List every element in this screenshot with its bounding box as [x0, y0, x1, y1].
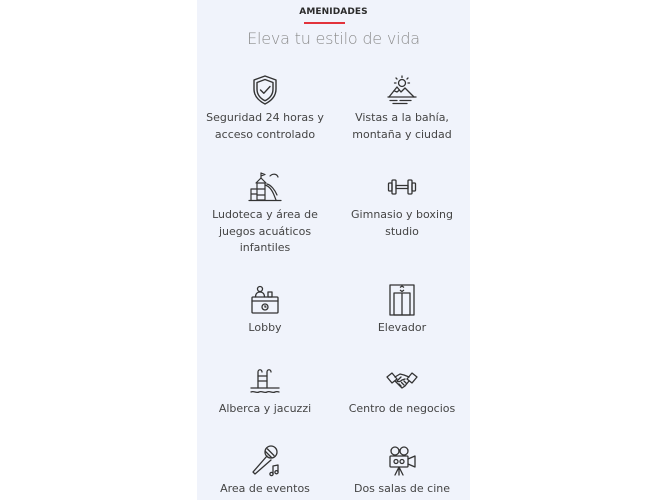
amenity-label: Dos salas de cine — [353, 482, 450, 495]
amenity-label: Centro de negocios — [348, 402, 456, 415]
amenity-views — [334, 73, 470, 143]
elevator-icon — [385, 283, 419, 317]
amenity-label: Gimnasio y boxing studio — [351, 208, 453, 238]
shield-check-icon — [248, 73, 282, 107]
amenity-label: Seguridad 24 horas y acceso controlado — [206, 111, 324, 141]
amenity-label: Area de eventos — [220, 482, 310, 495]
amenity-playground — [197, 170, 333, 257]
section-headline: Eleva tu estilo de vida — [247, 29, 420, 48]
amenity-label: Alberca y jacuzzi — [218, 402, 312, 415]
amenities-panel — [197, 0, 470, 500]
amenity-label: Vistas a la bahía, montaña y ciudad — [352, 111, 452, 141]
amenity-gym — [334, 170, 470, 240]
landscape-sun-icon — [385, 73, 419, 107]
handshake-icon — [385, 364, 419, 398]
accent-divider — [304, 22, 345, 24]
amenity-cinema — [334, 444, 470, 498]
amenity-label: Ludoteca y área de juegos acuáticos infantiles — [212, 208, 318, 254]
microphone-icon — [248, 444, 282, 478]
amenity-label: Lobby — [248, 321, 282, 334]
amenity-events — [197, 444, 333, 498]
reception-desk-icon — [248, 283, 282, 317]
section-label: AMENIDADES — [299, 7, 368, 17]
amenity-lobby — [197, 283, 333, 337]
amenity-security — [197, 73, 333, 143]
amenity-business — [334, 364, 470, 418]
playground-icon — [248, 170, 282, 204]
amenity-elevator — [334, 283, 470, 337]
movie-camera-icon — [385, 444, 419, 478]
dumbbell-icon — [385, 170, 419, 204]
pool-ladder-icon — [248, 364, 282, 398]
amenity-label: Elevador — [377, 321, 427, 334]
amenity-pool — [197, 364, 333, 418]
